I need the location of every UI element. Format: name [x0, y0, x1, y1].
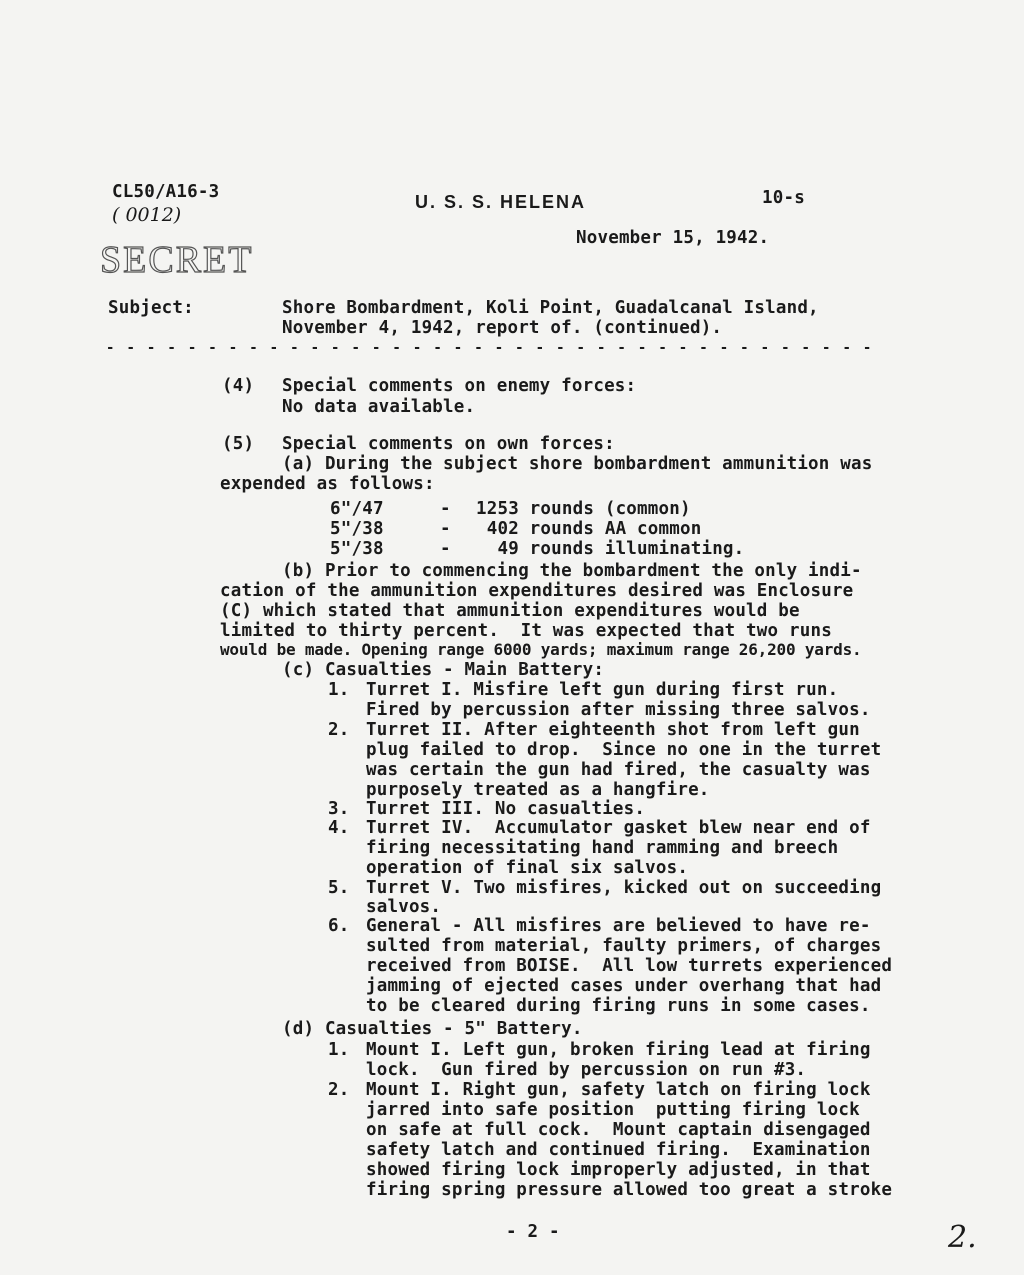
page-number: - 2 -	[506, 1222, 560, 1242]
para-c-heading: (c) Casualties - Main Battery:	[282, 660, 605, 680]
para-b-line: (b) Prior to commencing the bombardment the only indi-	[282, 561, 862, 581]
list-item-line: Turret III. No casualties.	[366, 799, 646, 819]
ammo-dash: -	[440, 539, 451, 559]
para-b-line: cation of the ammunition expenditures desired was Enclosure	[220, 581, 854, 601]
section-4-number: (4)	[222, 376, 255, 396]
code-right: 10-s	[762, 188, 805, 208]
list-item-line: jamming of ejected cases under overhang that had	[366, 976, 882, 996]
list-item-line: Turret V. Two misfires, kicked out on succeeding	[366, 878, 882, 898]
list-item-number: 4.	[328, 818, 350, 838]
handwritten-number: ( 0012)	[112, 204, 182, 226]
section-4-text: No data available.	[282, 397, 476, 417]
list-item-line: Turret I. Misfire left gun during first run.	[366, 680, 839, 700]
para-b-line: would be made. Opening range 6000 yards; maximum range 26,200 yards.	[220, 640, 862, 659]
list-item-line: salvos.	[366, 897, 442, 917]
list-item-number: 5.	[328, 878, 350, 898]
list-item-line: lock. Gun fired by percussion on run #3.	[366, 1060, 807, 1080]
subject-line-2: November 4, 1942, report of. (continued).	[282, 318, 723, 338]
list-item-line: to be cleared during firing runs in some cases.	[366, 996, 871, 1016]
separator-line: - - - - - - - - - - - - - - - - - - - - - - - - - - - - - - - - - - - - - -	[106, 340, 874, 356]
ammo-dash: -	[440, 499, 451, 519]
ammo-dash: -	[440, 519, 451, 539]
list-item-line: firing spring pressure allowed too great a stroke	[366, 1180, 893, 1200]
para-b-line: (C) which stated that ammunition expenditures would be	[220, 601, 800, 621]
list-item-line: on safe at full cock. Mount captain disengaged	[366, 1120, 871, 1140]
list-item-line: Turret II. After eighteenth shot from left gun	[366, 720, 860, 740]
list-item-line: jarred into safe position putting firing lock	[366, 1100, 860, 1120]
list-item-line: received from BOISE. All low turrets experienced	[366, 956, 893, 976]
list-item-line: sulted from material, faulty primers, of charges	[366, 936, 882, 956]
list-item-line: Mount I. Right gun, safety latch on firing lock	[366, 1080, 871, 1100]
list-item-line: purposely treated as a hangfire.	[366, 780, 710, 800]
para-b-line: limited to thirty percent. It was expected that two runs	[220, 621, 832, 641]
subject-line-1: Shore Bombardment, Koli Point, Guadalcanal Island,	[282, 298, 819, 318]
section-5-heading: Special comments on own forces:	[282, 434, 615, 454]
list-item-line: General - All misfires are believed to have re-	[366, 916, 871, 936]
para-d-heading: (d) Casualties - 5" Battery.	[282, 1019, 583, 1039]
ammo-gun: 5"/38	[330, 539, 384, 559]
para-a-line-2: expended as follows:	[220, 474, 435, 494]
subject-label: Subject:	[108, 298, 194, 318]
list-item-line: was certain the gun had fired, the casualty was	[366, 760, 871, 780]
file-code: CL50/A16-3	[112, 182, 220, 202]
ammo-gun: 5"/38	[330, 519, 384, 539]
section-4-heading: Special comments on enemy forces:	[282, 376, 637, 396]
list-item-line: Turret IV. Accumulator gasket blew near end of	[366, 818, 871, 838]
section-5-number: (5)	[222, 434, 255, 454]
report-date: November 15, 1942.	[576, 228, 770, 248]
list-item-line: operation of final six salvos.	[366, 858, 689, 878]
ammo-quantity: 402 rounds AA common	[476, 519, 702, 539]
ammo-quantity: 49 rounds illuminating.	[476, 539, 745, 559]
list-item-line: Mount I. Left gun, broken firing lead at firing	[366, 1040, 871, 1060]
list-item-number: 2.	[328, 1080, 350, 1100]
secret-stamp: SECRET	[100, 239, 254, 281]
list-item-number: 1.	[328, 680, 350, 700]
list-item-line: firing necessitating hand ramming and breech	[366, 838, 839, 858]
list-item-number: 1.	[328, 1040, 350, 1060]
list-item-number: 2.	[328, 720, 350, 740]
list-item-number: 6.	[328, 916, 350, 936]
ammo-gun: 6"/47	[330, 499, 384, 519]
ammo-quantity: 1253 rounds (common)	[476, 499, 691, 519]
list-item-line: plug failed to drop. Since no one in the turret	[366, 740, 882, 760]
list-item-number: 3.	[328, 799, 350, 819]
list-item-line: showed firing lock improperly adjusted, in that	[366, 1160, 871, 1180]
para-a-line-1: (a) During the subject shore bombardment ammunition was	[282, 454, 873, 474]
handwritten-page-number: 2.	[948, 1220, 977, 1255]
ship-title: U. S. S. HELENA	[415, 192, 587, 212]
list-item-line: Fired by percussion after missing three salvos.	[366, 700, 871, 720]
list-item-line: safety latch and continued firing. Examination	[366, 1140, 871, 1160]
